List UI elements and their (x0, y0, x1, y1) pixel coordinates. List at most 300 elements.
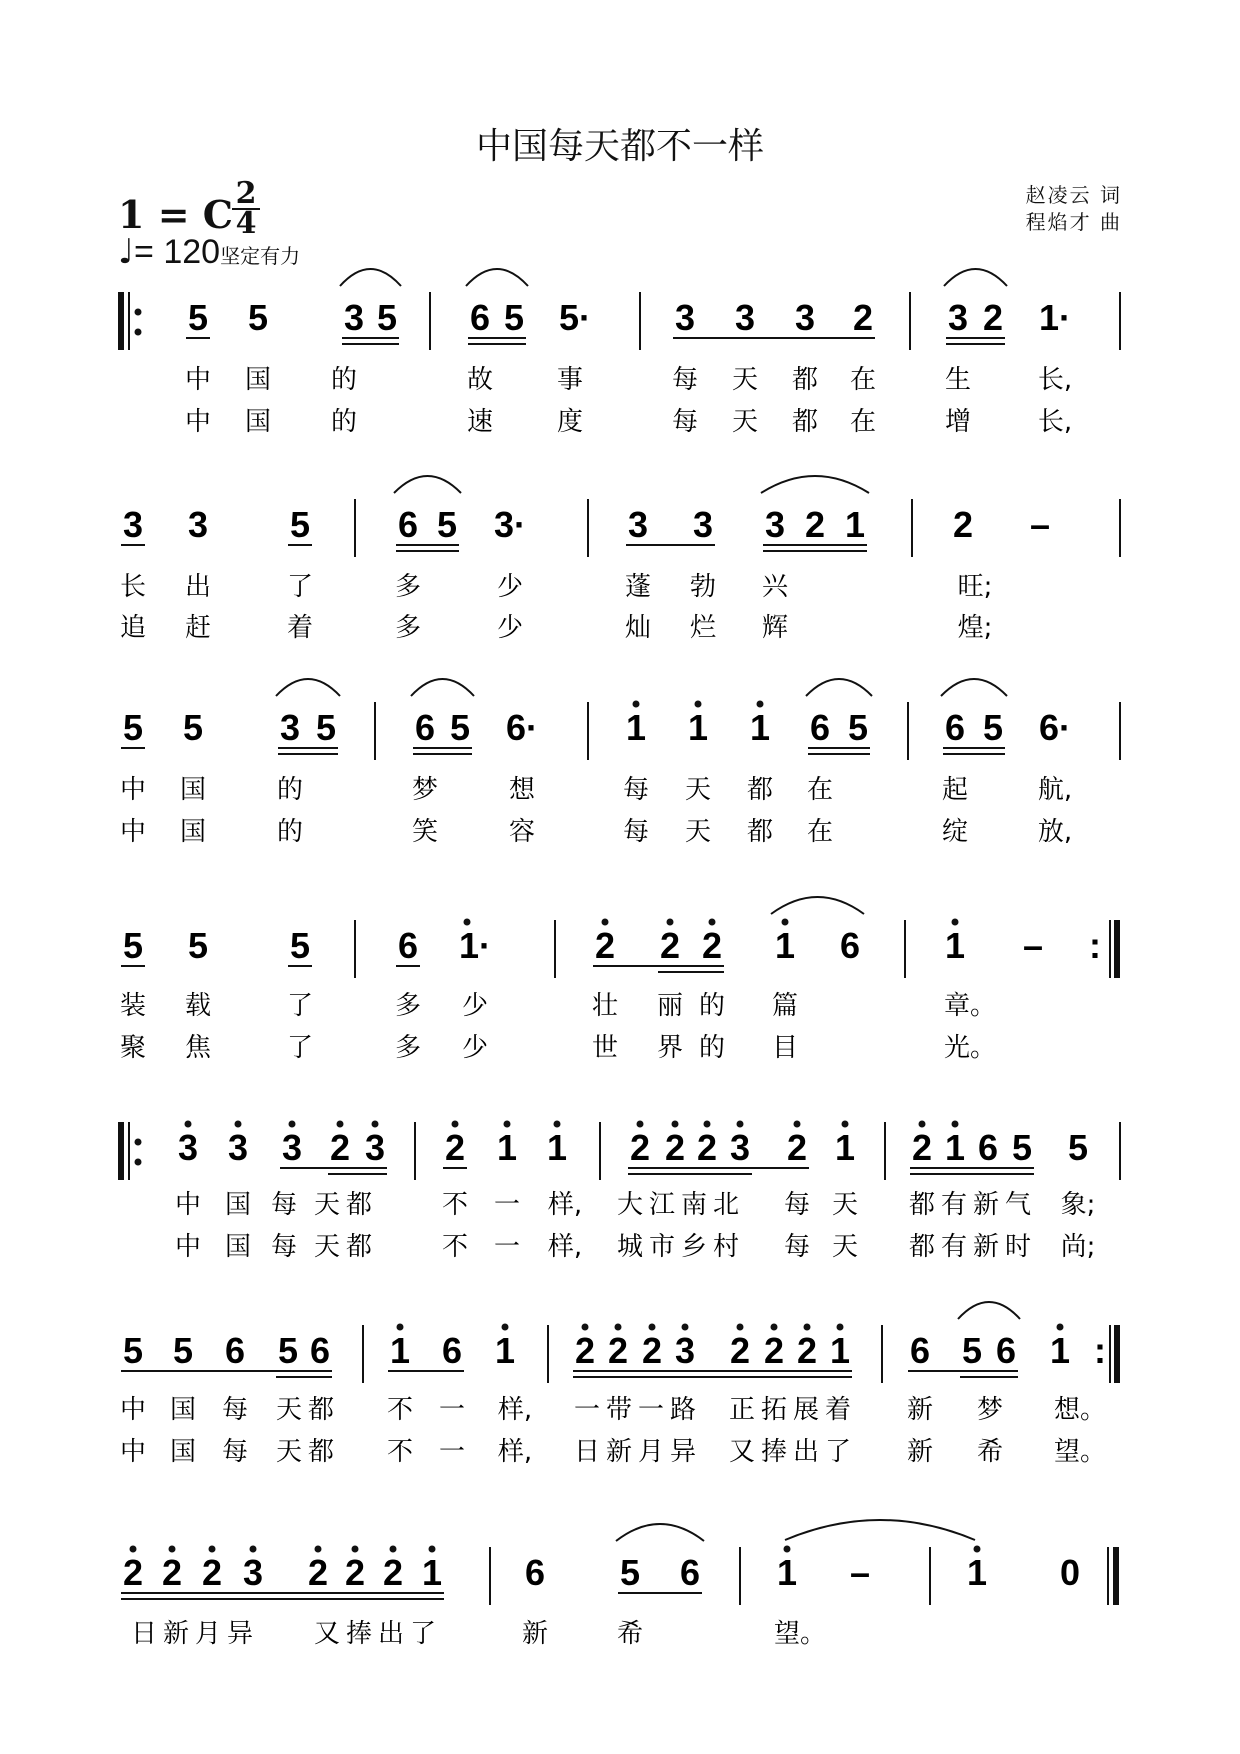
slur (394, 476, 461, 493)
lyric: 少 (461, 1033, 489, 1063)
lyric-line (120, 817, 1072, 847)
note: 1 (1049, 1330, 1071, 1371)
high-octave-dot (352, 1546, 359, 1553)
lyric-char: 又 (728, 1437, 756, 1467)
note: 3· (493, 504, 527, 545)
note: 6 (469, 297, 491, 338)
lyric-char: 捧 (760, 1437, 788, 1467)
note: 3 (122, 504, 144, 545)
lyric: 新 (521, 1619, 549, 1649)
lyric-char: 新 (605, 1437, 633, 1467)
lyric: 都 (791, 407, 819, 437)
high-octave-dot (637, 1121, 644, 1128)
high-octave-dot (649, 1324, 656, 1331)
lyric: 的 (276, 817, 304, 847)
high-octave-dot (695, 701, 702, 708)
lyric: 都 (746, 775, 774, 805)
score-row (121, 476, 1120, 557)
lyric: 多 (394, 572, 422, 602)
note: 3 (242, 1552, 264, 1593)
lyric: 世 (591, 1033, 619, 1063)
note: 6· (1038, 707, 1072, 748)
note: 2 (911, 1127, 933, 1168)
high-octave-dot (315, 1546, 322, 1553)
lyric: 国 (244, 365, 272, 395)
lyric-line (185, 407, 1072, 437)
lyric-line (120, 1437, 1106, 1467)
lyric: 的 (330, 365, 358, 395)
lyric: 中 (119, 817, 147, 847)
lyric: 想。 (1053, 1395, 1107, 1425)
note: 2 (329, 1127, 351, 1168)
lyric-char: 一 (637, 1395, 665, 1425)
high-octave-dot (672, 1121, 679, 1128)
lyric: 多 (394, 1033, 422, 1063)
lyric: 都 (746, 817, 774, 847)
lyric: 每 (622, 775, 650, 805)
lyric: 航, (1037, 775, 1073, 805)
note: 5 (182, 707, 204, 748)
note: 2 (804, 504, 826, 545)
high-octave-dot (452, 1121, 459, 1128)
note: 3 (764, 504, 786, 545)
high-octave-dot (130, 1546, 137, 1553)
lyric: 每 (671, 407, 699, 437)
note: 1 (829, 1330, 851, 1371)
lyric: 少 (496, 572, 524, 602)
lyric: 每 (783, 1190, 811, 1220)
note: 2 (982, 297, 1004, 338)
lyric-char: 带 (605, 1395, 633, 1425)
lyric: 天 (831, 1190, 859, 1220)
lyric: 国 (224, 1190, 252, 1220)
note: 2 (696, 1127, 718, 1168)
note: 2 (659, 925, 681, 966)
lyric: 在 (806, 775, 834, 805)
lyric: 每 (221, 1395, 249, 1425)
note: 1 (749, 707, 771, 748)
lyric: 事 (556, 365, 584, 395)
note: 6 (224, 1330, 246, 1371)
note: 3 (674, 297, 696, 338)
note: 5 (1067, 1127, 1089, 1168)
note: 5 (277, 1330, 299, 1371)
note: 5 (289, 925, 311, 966)
note: 5 (122, 925, 144, 966)
lyric: 国 (179, 817, 207, 847)
lyric: 国 (244, 407, 272, 437)
lyric: 蓬 (624, 572, 652, 602)
lyric: 国 (169, 1437, 197, 1467)
slur (944, 269, 1007, 286)
note: 5 (187, 925, 209, 966)
note: 2 (122, 1552, 144, 1593)
high-octave-dot (235, 1121, 242, 1128)
lyric: 不 (441, 1190, 469, 1220)
slur (761, 476, 869, 493)
lyric-char: 都 (908, 1190, 936, 1220)
note: 3 (227, 1127, 249, 1168)
lyric: 赶 (184, 613, 212, 643)
note: 2 (664, 1127, 686, 1168)
note: 5 (619, 1552, 641, 1593)
lyric: 中 (174, 1190, 202, 1220)
note: 5 (982, 707, 1004, 748)
lyric-char: 大 (616, 1190, 644, 1220)
lyric-char: 捧 (345, 1619, 373, 1649)
high-octave-dot (704, 1121, 711, 1128)
repeat-start-thick (118, 292, 124, 350)
lyric: 的 (276, 775, 304, 805)
note: 2 (701, 925, 723, 966)
note: 2 (796, 1330, 818, 1371)
note: 1 (966, 1552, 988, 1593)
lyric: 了 (286, 572, 314, 602)
high-octave-dot (250, 1546, 257, 1553)
lyric-line (120, 1033, 996, 1063)
note: 5 (847, 707, 869, 748)
lyric: 了 (286, 991, 314, 1021)
high-octave-dot (667, 919, 674, 926)
note: 2 (344, 1552, 366, 1593)
lyric: 兴 (761, 572, 789, 602)
repeat-end-thick (1114, 920, 1120, 978)
note: 5 (187, 297, 209, 338)
lyric-char: 日 (573, 1437, 601, 1467)
note: 5 (449, 707, 471, 748)
lyric: 载 (184, 991, 212, 1021)
note: 6 (809, 707, 831, 748)
high-octave-dot (602, 919, 609, 926)
high-octave-dot (919, 1121, 926, 1128)
lyric-char: 都 (908, 1232, 936, 1262)
lyric: 国 (224, 1232, 252, 1262)
lyric: 的 (330, 407, 358, 437)
lyric: 的 (698, 991, 726, 1021)
high-octave-dot (1057, 1324, 1064, 1331)
lyric-char: 村 (712, 1232, 740, 1262)
lyric: 煌; (957, 613, 993, 643)
note: 6 (414, 707, 436, 748)
lyric-char: 时 (1004, 1232, 1032, 1262)
high-octave-dot (952, 1121, 959, 1128)
high-octave-dot (502, 1324, 509, 1331)
lyric: 中 (119, 775, 147, 805)
lyric: 天 (731, 407, 759, 437)
note: 5 (436, 504, 458, 545)
note: 3 (279, 707, 301, 748)
song-title: 中国每天都不一样 (475, 126, 764, 167)
note: 1 (496, 1127, 518, 1168)
high-octave-dot (782, 919, 789, 926)
lyric: 增 (944, 407, 972, 437)
note: 3 (364, 1127, 386, 1168)
lyric-char: 乡 (680, 1232, 708, 1262)
note: 2 (763, 1330, 785, 1371)
lyric-char: 了 (824, 1437, 852, 1467)
lyric-line (120, 991, 996, 1021)
score-row (121, 897, 1120, 978)
lyric: 每 (270, 1190, 298, 1220)
note: 5· (558, 297, 592, 338)
note: 0 (1059, 1552, 1081, 1593)
lyric-char: 新 (162, 1619, 190, 1649)
lyric: 多 (394, 991, 422, 1021)
lyric: 天 (684, 775, 712, 805)
lyric: 一 (493, 1190, 521, 1220)
lyric-char: 城 (616, 1232, 644, 1262)
lyric: 一 (438, 1437, 466, 1467)
note: 2 (444, 1127, 466, 1168)
lyric-line (175, 1190, 1095, 1220)
slur (616, 1524, 704, 1541)
lyric-line (175, 1232, 1095, 1262)
lyric: 象; (1060, 1190, 1096, 1220)
lyric-char: 都 (307, 1437, 335, 1467)
lyric: 每 (622, 817, 650, 847)
lyric: 容 (508, 817, 536, 847)
lyric-line (120, 572, 992, 602)
lyric: 尚; (1060, 1232, 1096, 1262)
lyric-char: 天 (313, 1232, 341, 1262)
note: – (849, 1552, 871, 1593)
lyric: 中 (119, 1395, 147, 1425)
lyric: 每 (671, 365, 699, 395)
slur (771, 897, 864, 914)
lyric-char: 日 (130, 1619, 158, 1649)
high-octave-dot (185, 1121, 192, 1128)
lyric: 长, (1037, 365, 1073, 395)
note: : (1089, 925, 1101, 966)
lyric: 不 (386, 1395, 414, 1425)
note: 2 (952, 504, 974, 545)
note: 2 (729, 1330, 751, 1371)
high-octave-dot (771, 1324, 778, 1331)
high-octave-dot (952, 919, 959, 926)
note: 5 (122, 1330, 144, 1371)
score-row (121, 1524, 1119, 1605)
lyric: 放, (1037, 817, 1073, 847)
lyric: 笑 (411, 817, 439, 847)
lyric-char: 有 (940, 1190, 968, 1220)
lyric: 绽 (941, 817, 969, 847)
note: 3 (627, 504, 649, 545)
note: 2 (382, 1552, 404, 1593)
high-octave-dot (289, 1121, 296, 1128)
lyric: 烂 (689, 613, 717, 643)
note: 6 (977, 1127, 999, 1168)
lyric-char: 有 (940, 1232, 968, 1262)
note: 3 (947, 297, 969, 338)
high-octave-dot (784, 1546, 791, 1553)
note: 6 (995, 1330, 1017, 1371)
lyric: 丽 (656, 991, 684, 1021)
lyric: 辉 (761, 613, 789, 643)
lyric: 都 (791, 365, 819, 395)
score-row (121, 1302, 1120, 1383)
high-octave-dot (737, 1324, 744, 1331)
lyric-char: 展 (792, 1395, 820, 1425)
lyric: 灿 (624, 613, 652, 643)
slur (411, 679, 474, 696)
high-octave-dot (682, 1324, 689, 1331)
note: 6 (309, 1330, 331, 1371)
lyric-char: 新 (972, 1190, 1000, 1220)
lyric-char: 正 (728, 1395, 756, 1425)
note: 1 (944, 1127, 966, 1168)
lyric-char: 市 (648, 1232, 676, 1262)
high-octave-dot (464, 919, 471, 926)
note: 3 (692, 504, 714, 545)
lyric-line (131, 1619, 826, 1649)
note: 1 (625, 707, 647, 748)
slur (958, 1302, 1020, 1319)
lyric: 新 (906, 1395, 934, 1425)
lyric-char: 拓 (760, 1395, 788, 1425)
note: 5 (503, 297, 525, 338)
note: 3 (343, 297, 365, 338)
lyric-char: 气 (1004, 1190, 1032, 1220)
lyric: 目 (771, 1033, 799, 1063)
lyric-char: 出 (792, 1437, 820, 1467)
note: 1· (458, 925, 492, 966)
lyric-line (120, 613, 992, 643)
note: 5 (315, 707, 337, 748)
note: 6 (524, 1552, 546, 1593)
lyric-char: 出 (377, 1619, 405, 1649)
high-octave-dot (504, 1121, 511, 1128)
lyric: 的 (698, 1033, 726, 1063)
lyric-char: 月 (637, 1437, 665, 1467)
lyric: 样, (497, 1437, 533, 1467)
high-octave-dot (757, 701, 764, 708)
lyric: 勃 (689, 572, 717, 602)
lyric: 国 (179, 775, 207, 805)
lyric: 想 (508, 775, 536, 805)
repeat-dot (135, 329, 142, 336)
lyric: 壮 (591, 991, 619, 1021)
lyric: 样, (547, 1190, 583, 1220)
lyric-char: 着 (824, 1395, 852, 1425)
note: 1 (389, 1330, 411, 1371)
lyric: 焦 (184, 1033, 212, 1063)
lyric: 聚 (119, 1033, 147, 1063)
high-octave-dot (209, 1546, 216, 1553)
slur (806, 679, 872, 696)
note: 2 (786, 1127, 808, 1168)
tie-arc (785, 1520, 975, 1540)
lyric: 长 (119, 572, 147, 602)
high-octave-dot (794, 1121, 801, 1128)
lyric: 中 (184, 365, 212, 395)
final-barline-thick (1113, 1547, 1119, 1605)
lyric: 梦 (411, 775, 439, 805)
note: 1 (546, 1127, 568, 1168)
lyric: 天 (731, 365, 759, 395)
note: 1 (834, 1127, 856, 1168)
lyric: 了 (286, 1033, 314, 1063)
high-octave-dot (390, 1546, 397, 1553)
note: 1 (844, 504, 866, 545)
lyric: 望。 (773, 1619, 827, 1649)
note: 3 (281, 1127, 303, 1168)
lyric-char: 路 (669, 1395, 697, 1425)
note: : (1094, 1330, 1106, 1371)
note: 6 (909, 1330, 931, 1371)
note: 2 (574, 1330, 596, 1371)
lyric: 一 (493, 1232, 521, 1262)
high-octave-dot (337, 1121, 344, 1128)
lyric: 起 (941, 775, 969, 805)
lyric: 每 (221, 1437, 249, 1467)
high-octave-dot (842, 1121, 849, 1128)
repeat-dot (135, 1139, 142, 1146)
high-octave-dot (633, 701, 640, 708)
lyric: 装 (119, 991, 147, 1021)
tempo-value: = 120 (134, 233, 221, 271)
lyricist-credit: 赵凌云 词 (1025, 183, 1122, 207)
lyric: 天 (831, 1232, 859, 1262)
note: 5 (289, 504, 311, 545)
note: 5 (1011, 1127, 1033, 1168)
note: 6 (944, 707, 966, 748)
note: – (1029, 504, 1051, 545)
note: 5 (172, 1330, 194, 1371)
note: 2 (307, 1552, 329, 1593)
note: 3 (674, 1330, 696, 1371)
lyric: 梦 (976, 1395, 1004, 1425)
lyric-char: 都 (307, 1395, 335, 1425)
high-octave-dot (837, 1324, 844, 1331)
lyric: 界 (656, 1033, 684, 1063)
repeat-end-thick (1114, 1325, 1120, 1383)
note: 3 (734, 297, 756, 338)
lyric: 希 (616, 1619, 644, 1649)
slur (340, 269, 401, 286)
lyric: 光。 (943, 1033, 997, 1063)
lyric: 少 (496, 613, 524, 643)
lyric: 篇 (771, 991, 799, 1021)
lyric: 天 (684, 817, 712, 847)
repeat-dot (135, 1159, 142, 1166)
score-row (118, 1121, 1120, 1181)
note: 2 (852, 297, 874, 338)
lyric-line (185, 365, 1072, 395)
lyric: 不 (386, 1437, 414, 1467)
note: 6 (397, 504, 419, 545)
high-octave-dot (169, 1546, 176, 1553)
high-octave-dot (372, 1121, 379, 1128)
note: 2 (201, 1552, 223, 1593)
lyric-char: 天 (313, 1190, 341, 1220)
high-octave-dot (397, 1324, 404, 1331)
note: 5 (376, 297, 398, 338)
high-octave-dot (554, 1121, 561, 1128)
note: 2 (629, 1127, 651, 1168)
note: 2 (607, 1330, 629, 1371)
slur (941, 679, 1007, 696)
note: – (1022, 925, 1044, 966)
note: 1 (421, 1552, 443, 1593)
lyric: 故 (466, 365, 494, 395)
lyric: 旺; (957, 572, 993, 602)
lyric: 在 (806, 817, 834, 847)
lyric-char: 天 (275, 1437, 303, 1467)
note: 1 (494, 1330, 516, 1371)
lyric-char: 南 (680, 1190, 708, 1220)
lyric: 每 (270, 1232, 298, 1262)
lyric: 新 (906, 1437, 934, 1467)
